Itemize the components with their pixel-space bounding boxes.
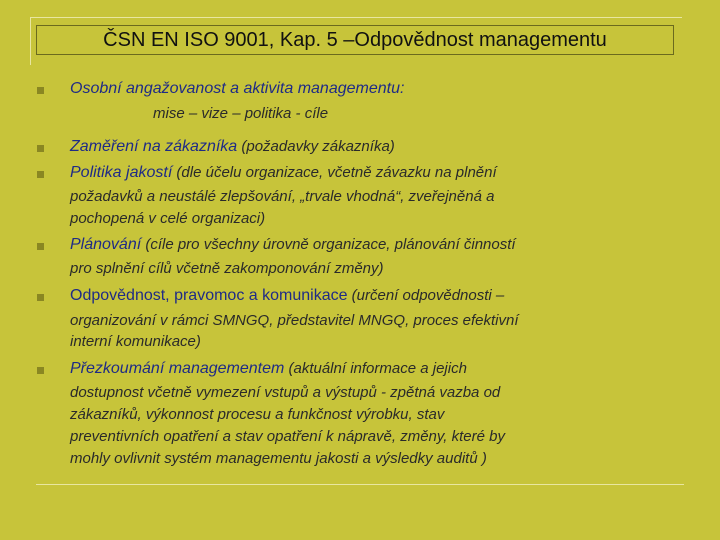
list-item-rest: (určení odpovědnosti – [347, 287, 505, 304]
bullet-square-icon [37, 243, 44, 250]
list-item-continuation: požadavků a neustálé zlepšování, „trvale vhodná“, zveřejněná a [70, 188, 495, 205]
list-item [70, 359, 467, 379]
list-item-lead: Přezkoumání managementem [70, 360, 285, 377]
list-item-continuation: zákazníků, výkonnost procesu a funkčnost výrobku, stav [70, 406, 445, 423]
list-item [70, 163, 497, 183]
list-item-lead: Osobní angažovanost a aktivita managementu: [70, 80, 405, 97]
bullet-square-icon [37, 87, 44, 94]
list-item-lead: Politika jakostí [70, 164, 173, 181]
list-item-continuation: preventivních opatření a stav opatření k nápravě, změny, které by [70, 428, 505, 445]
list-item-lead: Odpovědnost, pravomoc a komunikace [70, 287, 348, 304]
list-item-continuation: pro splnění cílů včetně zakomponování změny) [70, 260, 384, 277]
bullet-square-icon [37, 367, 44, 374]
list-item [70, 286, 504, 306]
bullet-square-icon [37, 294, 44, 301]
list-item [70, 235, 516, 255]
list-item-rest: (aktuální informace a jejich [284, 360, 467, 377]
bullet-square-icon [37, 171, 44, 178]
frame-top-line [30, 17, 682, 18]
list-item-lead: Zaměření na zákazníka [70, 138, 238, 155]
page-title: ČSN EN ISO 9001, Kap. 5 –Odpovědnost managementu [103, 28, 607, 51]
list-item-subline: mise – vize – politika - cíle [153, 105, 329, 122]
title-box [36, 25, 674, 55]
bottom-rule [36, 484, 684, 485]
list-item [70, 137, 395, 157]
frame-left-line [30, 17, 31, 65]
list-item-rest: (požadavky zákazníka) [237, 138, 395, 155]
bullet-square-icon [37, 145, 44, 152]
list-item-lead: Plánování [70, 236, 142, 253]
list-item-rest: (dle účelu organizace, včetně závazku na plnění [172, 164, 497, 181]
list-item-rest: (cíle pro všechny úrovně organizace, plánování činností [141, 236, 516, 253]
list-item-continuation: organizování v rámci SMNGQ, představitel MNGQ, proces efektivní [70, 312, 519, 329]
list-item-continuation: mohly ovlivnit systém managementu jakosti a výsledky auditů ) [70, 450, 487, 467]
list-item-continuation: dostupnost včetně vymezení vstupů a výstupů - zpětná vazba od [70, 384, 501, 401]
list-item-continuation: pochopená v celé organizaci) [70, 210, 266, 227]
list-item-continuation: interní komunikace) [70, 333, 201, 350]
